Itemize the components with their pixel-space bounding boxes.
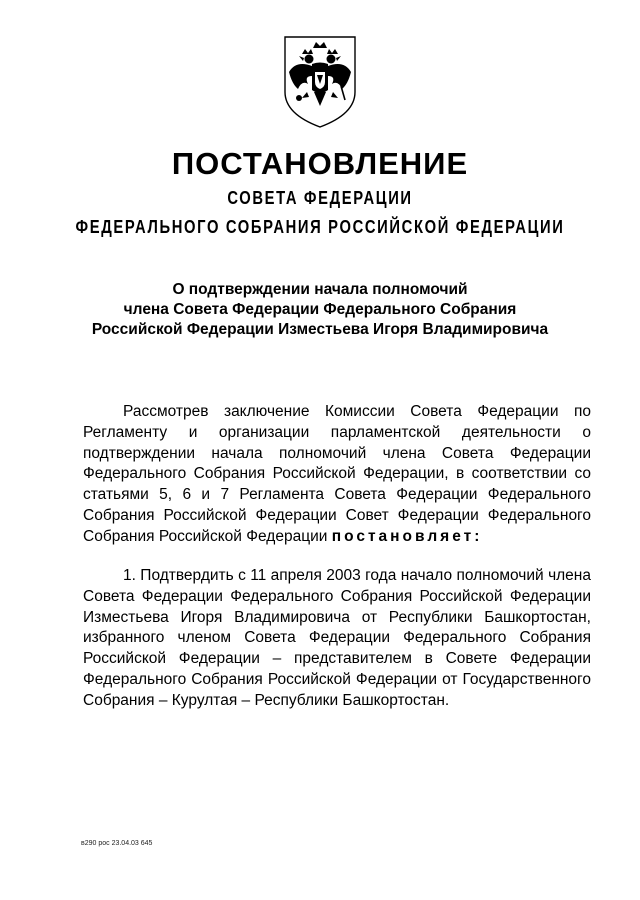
subject-line: Российской Федерации Изместьева Игоря Владимировича (91, 321, 549, 338)
double-headed-eagle-emblem-icon (282, 34, 358, 130)
item-1-paragraph (83, 566, 591, 712)
preamble-text: Рассмотрев заключение Комиссии Совета Федерации по Регламенту и организации парламентской деятельности о подтверждении начала полномочий члена Совета Федерации Федерального Собрания Российской Федерации, в соответствии со статьями 5, 6 и 7 Регламента Совета Федерации Федерального Собрания Российской Федерации Совет Федерации Федерального Собрания Российской Федерации (83, 403, 591, 545)
issuer-line-assembly: ФЕДЕРАЛЬНОГО СОБРАНИЯ РОССИЙСКОЙ ФЕДЕРАЦИИ (75, 217, 565, 237)
document-type-title: ПОСТАНОВЛЕНИЕ (171, 146, 469, 181)
subject-line: О подтверждении начала полномочий (172, 281, 468, 298)
resolves-word: постановляет: (331, 527, 483, 545)
document-registration-code: в290 рос 23.04.03 645 (81, 840, 153, 847)
issuer-line-council: СОВЕТА ФЕДЕРАЦИИ (227, 188, 413, 208)
subject-line: члена Совета Федерации Федерального Собрания (123, 301, 517, 318)
resolution-subject (60, 280, 580, 340)
item-1-text: 1. Подтвердить с 11 апреля 2003 года начало полномочий члена Совета Федерации Федерального Собрания Российской Федерации Изместьева Игоря Владимировича от Республики Башкортостан, избранного членом Совета Федерации Федерального Собрания Российской Федерации – представителем в Совете Федерации Федерального Собрания Российской Федерации от Государственного Собрания – Курултая – Республики Башкортостан. (83, 567, 591, 709)
preamble-paragraph (83, 402, 591, 548)
